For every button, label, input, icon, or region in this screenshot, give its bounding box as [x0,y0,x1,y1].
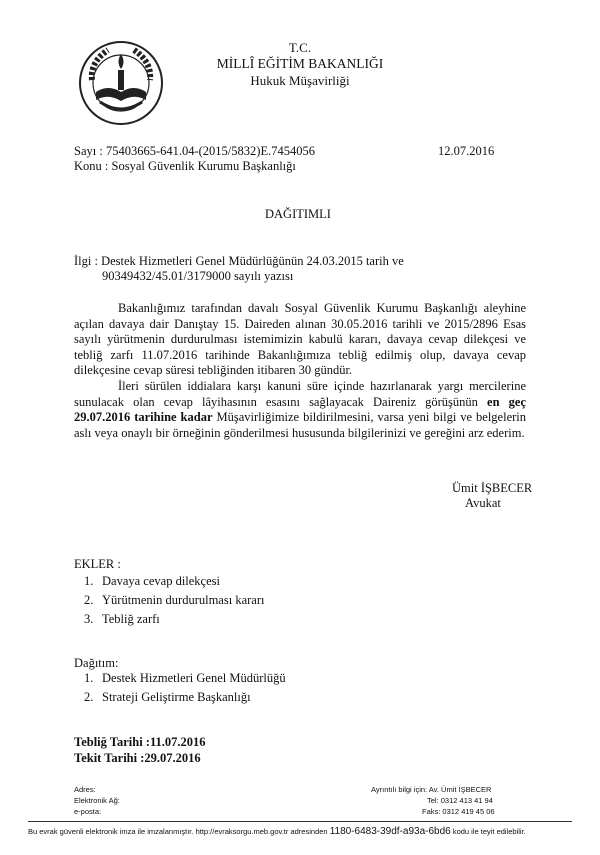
verification-code: 1180-6483-39df-a93a-6bd6 [329,826,451,837]
ministry-seal-logo [78,40,164,126]
document-title: DAĞITIMLI [265,207,331,221]
tekit-date: Tekit Tarihi :29.07.2016 [74,751,201,765]
body-paragraph-2-text-b: Müşavirliğimize bildirilmesini, varsa yeni bilgi ve belgelerin aslı veya onaylı bir örneğinin gönderilmesi hususunda bilgilerinizi ve gereğini arz ederim. [74,410,527,440]
verification-prefix: Bu evrak güvenli elektronik imza ile imzalanmıştır. http://evraksorgu.meb.gov.tr adresinden [28,827,328,836]
body-paragraph-2 [74,379,526,441]
ekler-heading: EKLER : [74,557,121,571]
body-paragraph-1: Bakanlığımız tarafından davalı Sosyal Güvenlik Kurumu Başkanlığı aleyhine açılan davaya dair Danıştay 15. Daireden alınan 30.05.2016 tarihli ve 2015/2896 Esas sayılı yürütmenin durdurulması istemimizin kabulü kararı, davaya cevap dilekçesi ve tebliğ zarfı 11.07.2016 tarihinde Bakanlığımıza tebliğ edilmiş olup, davaya cevap dilekçesine cevap süresi tebliğinden itibaren 30 gündür. [74,301,526,377]
ilgi-line-1: İlgi : Destek Hizmetleri Genel Müdürlüğünün 24.03.2015 tarih ve [74,254,404,268]
dagitim-heading: Dağıtım: [74,656,119,670]
signatory-title: Avukat [465,496,501,510]
sayi-line: Sayı : 75403665-641.04-(2015/5832)E.7454056 [74,144,315,158]
ekler-list [84,572,264,629]
body-paragraph-2-text-a: İleri sürülen iddialara karşı kanuni süre içinde hazırlanarak yargı mercilerine sunulacak olan cevap lâyihasının esasını sağlayacak Daireniz görüşünün [74,379,526,409]
verification-suffix: kodu ile teyit edilebilir. [452,827,526,836]
list-item: 2. Strateji Geliştirme Başkanlığı [84,690,251,704]
signatory-name: Ümit İŞBECER [452,481,533,495]
konu-line: Konu : Sosyal Güvenlik Kurumu Başkanlığı [74,159,296,173]
footer-contact-info: Ayrıntılı bilgi için: Av. Ümit İŞBECER [371,785,492,794]
header-department: Hukuk Müşavirliği [250,73,350,88]
footer-phone: Tel: 0312 413 41 94 [427,796,493,805]
list-item: 3. Tebliğ zarfı [84,612,160,626]
list-item: 1. Destek Hizmetleri Genel Müdürlüğü [84,671,286,685]
ilgi-line-2: 90349432/45.01/3179000 sayılı yazısı [102,269,294,283]
header-ministry: MİLLÎ EĞİTİM BAKANLIĞI [216,56,384,71]
document-date: 12.07.2016 [438,144,495,158]
teblig-date: Tebliğ Tarihi :11.07.2016 [74,735,206,749]
verification-line [28,826,526,837]
footer-fax: Faks: 0312 419 45 06 [422,807,495,816]
dagitim-list [84,669,286,707]
footer-divider [28,821,572,822]
list-item: 2. Yürütmenin durdurulması kararı [84,593,265,607]
body-paragraph-2-deadline: en geç 29.07.2016 tarihine kadar [74,394,526,424]
footer-network-label: Elektronik Ağ: [74,796,120,805]
header-tc: T.C. [288,40,312,55]
footer-address-label: Adres: [74,785,96,794]
footer-email-label: e-posta: [74,807,102,816]
list-item: 1. Davaya cevap dilekçesi [84,574,220,588]
